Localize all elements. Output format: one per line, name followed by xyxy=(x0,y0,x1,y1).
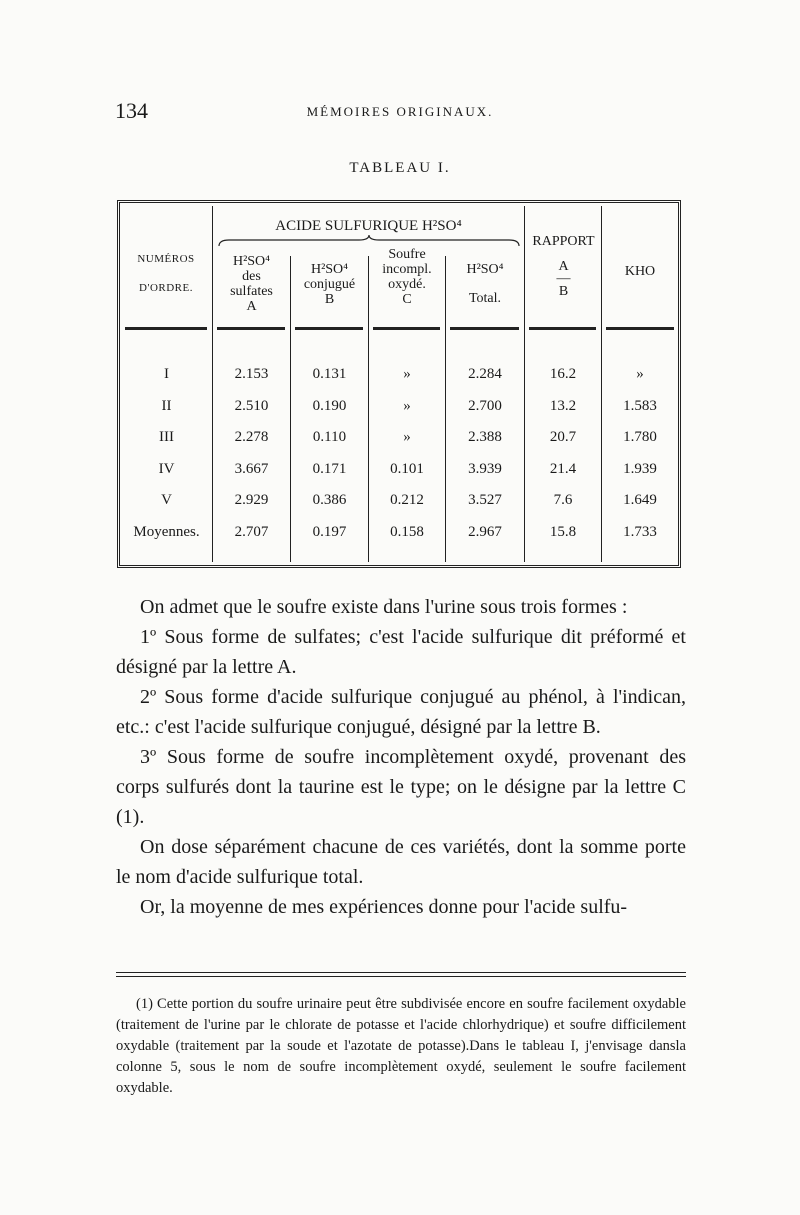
header-order-line: D'ORDRE. xyxy=(139,282,193,294)
group-header-label: ACIDE SULFURIQUE H²SO⁴ xyxy=(275,218,462,234)
header-col-total xyxy=(446,262,524,306)
table-cell-total: 2.284 xyxy=(468,366,502,382)
header-line: RAPPORT xyxy=(532,234,595,249)
table-cell-ratio: 16.2 xyxy=(549,366,577,382)
table-cell-c: » xyxy=(403,429,411,445)
header-col-ratio xyxy=(525,234,602,299)
footnote-rule xyxy=(116,972,686,977)
table-cell-total: 3.527 xyxy=(468,492,502,508)
paragraph: 2º Sous forme d'acide sulfurique conjugué au phénol, à l'indican, etc.: c'est l'acide sulfurique conjugué, désigné par la lettre B. xyxy=(116,686,686,738)
table-cell-label: IV xyxy=(158,460,175,477)
table-cell-b: 0.190 xyxy=(312,397,347,414)
table-cell-b: 0.197 xyxy=(312,523,347,540)
table-cell-total: 3.939 xyxy=(468,460,502,477)
table-cell-b: 0.110 xyxy=(312,429,347,445)
header-line: A xyxy=(246,299,257,314)
table-cell-a: 2.929 xyxy=(234,492,269,508)
table-cell-label: Moyennes. xyxy=(133,523,200,540)
header-order xyxy=(121,252,211,296)
group-header xyxy=(213,219,524,234)
header-line: A xyxy=(558,259,569,274)
table-cell-a: 3.667 xyxy=(234,460,269,477)
table-cell-b: 0.386 xyxy=(312,492,347,508)
header-line: oxydé. xyxy=(388,277,426,292)
table-cell-total: 2.700 xyxy=(468,397,502,414)
table-cell-c: » xyxy=(403,397,411,414)
data-table xyxy=(117,200,681,568)
table-cell-ratio: 13.2 xyxy=(549,397,577,414)
paragraph: Or, la moyenne de mes expériences donne pour l'acide sulfu- xyxy=(140,896,628,918)
table-title: TABLEAU I. xyxy=(349,160,451,176)
header-line: H²SO⁴ xyxy=(466,262,504,277)
table-cell-b: 0.131 xyxy=(312,366,347,382)
header-line: B xyxy=(558,284,569,299)
header-line: — xyxy=(556,271,571,286)
table-cell-c: 0.212 xyxy=(390,492,424,508)
page-header xyxy=(115,98,685,128)
header-col-a xyxy=(213,254,290,314)
header-line: C xyxy=(402,292,412,307)
table-cell-ratio: 20.7 xyxy=(549,429,577,445)
table-cell-kho: 1.780 xyxy=(623,429,657,445)
table-cell-kho: 1.733 xyxy=(623,523,657,540)
table-cell-b: 0.171 xyxy=(312,460,347,477)
table-cell-kho: 1.939 xyxy=(623,460,657,477)
group-brace xyxy=(217,234,521,248)
table-cell-c: » xyxy=(403,366,411,382)
footnote-text: (1) Cette portion du soufre urinaire peut être subdivisée encore en soufre facilement oxydable (traitement de l'urine par le chlorate de potasse et l'acide chlorhydrique) et soufre difficilement oxydable (traitement par la soude et l'azotate de potasse).Dans le tableau I, j'envisage dansla colonne 5, sous le nom de soufre incomplètement oxydé, seulement le soufre facilement oxydable. xyxy=(116,996,686,1096)
running-title: MÉMOIRES ORIGINAUX. xyxy=(306,104,494,119)
table-cell-label: I xyxy=(164,366,169,382)
header-rule xyxy=(450,327,519,330)
header-line: des xyxy=(242,269,261,284)
table-cell-a: 2.153 xyxy=(234,366,269,382)
paragraph: On admet que le soufre existe dans l'urine sous trois formes : xyxy=(140,596,628,618)
page-number: 134 xyxy=(115,98,148,123)
table-cell-label: III xyxy=(159,429,174,445)
header-col-kho: KHO xyxy=(624,264,656,279)
table-cell-label: II xyxy=(161,397,172,414)
header-line: incompl. xyxy=(382,262,432,277)
header-rule xyxy=(529,327,596,330)
header-line: conjugué xyxy=(303,277,356,292)
header-line: B xyxy=(324,292,335,307)
body-text xyxy=(116,592,686,922)
paragraph: 1º Sous forme de sulfates; c'est l'acide sulfurique dit préformé et désigné par la lettre A. xyxy=(116,626,686,678)
table-cell-ratio: 15.8 xyxy=(549,523,577,540)
header-rule xyxy=(373,327,440,330)
header-line: H²SO⁴ xyxy=(310,262,349,277)
header-line: sulfates xyxy=(230,284,273,299)
header-rule xyxy=(295,327,363,330)
table-cell-kho: » xyxy=(636,366,644,382)
table-cell-label: V xyxy=(161,492,172,508)
paragraph: On dose séparément chacune de ces variétés, dont la somme porte le nom d'acide sulfurique total. xyxy=(116,836,686,888)
table-cell-a: 2.278 xyxy=(234,429,269,445)
table-cell-ratio: 7.6 xyxy=(553,492,573,508)
header-col-b xyxy=(291,262,368,307)
table-cell-total: 2.967 xyxy=(468,523,502,540)
table-cell-total: 2.388 xyxy=(468,429,502,445)
header-line: Total. xyxy=(468,291,502,306)
table-cell-ratio: 21.4 xyxy=(549,460,577,477)
table-cell-c: 0.158 xyxy=(390,523,424,540)
header-rule xyxy=(606,327,674,330)
header-rule xyxy=(217,327,285,330)
table-cell-c: 0.101 xyxy=(390,460,424,477)
header-order-line: NUMÉROS xyxy=(137,253,195,265)
header-line: H²SO⁴ xyxy=(232,254,271,269)
footnote xyxy=(116,994,686,1099)
header-rule xyxy=(125,327,207,330)
table-cell-a: 2.510 xyxy=(234,397,269,414)
table-cell-a: 2.707 xyxy=(234,523,269,540)
header-col-c xyxy=(369,247,445,307)
paragraph: 3º Sous forme de soufre incomplètement oxydé, provenant des corps sulfurés dont la taurine est le type; on le désigne par la lettre C (1). xyxy=(116,746,686,828)
table-cell-kho: 1.583 xyxy=(623,397,657,414)
table-cell-kho: 1.649 xyxy=(623,492,657,508)
header-line: Soufre xyxy=(388,247,426,262)
